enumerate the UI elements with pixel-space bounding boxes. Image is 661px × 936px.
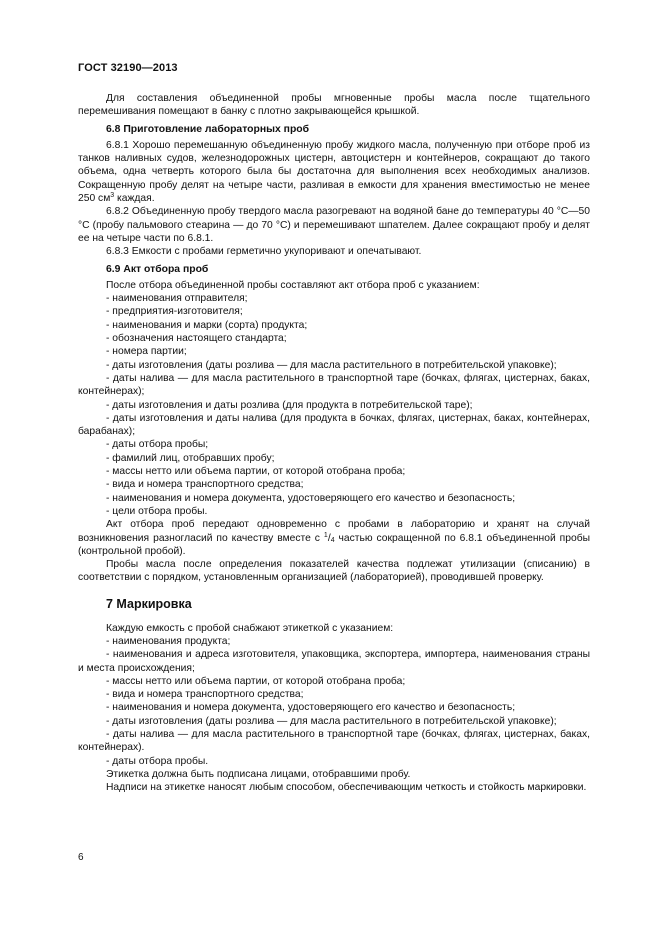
disposal-paragraph: Пробы масла после определения показателей качества подлежат утилизации (списанию) в соответствии с порядком, установленным организацией (лабораторией), проводившей проверку. [78, 559, 590, 584]
act-transfer-text: Акт отбора проб передают одновременно с пробами в лабораторию и хранят на случай возникновения разногласий по качеству вместе с [78, 519, 590, 544]
fraction-denominator: 4 [330, 536, 335, 544]
list-item: - наименования отправителя; [106, 293, 248, 305]
clause-6-8-2: 6.8.2 Объединенную пробу твердого масла разогревают на водяной бане до температуры 40 °С—50 °С (пробу пальмового стеарина — до 70 °С) и перемешивают шпателем. Далее сокращают пробу и делят ее на четыре части по 6.8.1. [78, 206, 590, 244]
label-signature-paragraph: Этикетка должна быть подписана лицами, отобравшими пробу. [106, 768, 411, 780]
section-7-heading: 7 Маркировка [106, 596, 192, 611]
page-body [78, 92, 590, 795]
section-6-8-heading: 6.8 Приготовление лабораторных проб [106, 123, 310, 135]
standard-designation: ГОСТ 32190—2013 [78, 62, 178, 74]
cubic-superscript: 3 [110, 192, 115, 200]
list-item: - даты отбора пробы; [106, 439, 209, 451]
list-item: - наименования и номера документа, удостоверяющего его качество и безопасность; [106, 702, 516, 714]
act-transfer-tail: частью сокращенной по 6.8.1 объединенной пробы (контрольной пробой). [78, 532, 590, 557]
list-item: - даты изготовления и даты налива (для продукта в бочках, флягах, цистернах, баках, контейнерах, барабанах); [78, 412, 590, 438]
list-item: - наименования и марки (сорта) продукта; [106, 319, 308, 331]
fraction-separator: / [327, 532, 331, 544]
list-item: - наименования и адреса изготовителя, упаковщика, экспортера, импортера, наименования страны и места происхождения; [78, 649, 590, 674]
list-item: - массы нетто или объема партии, от которой отобрана проба; [106, 466, 406, 478]
list-item: - номера партии; [106, 346, 187, 358]
list-item: - даты изготовления и даты розлива (для продукта в потребительской таре); [106, 399, 473, 411]
clause-6-8-3: 6.8.3 Емкости с пробами герметично укупоривают и опечатывают. [106, 246, 422, 258]
clause-6-8-1 [78, 139, 590, 205]
list-item: - фамилий лиц, отобравших пробу; [106, 452, 275, 464]
list-item: - обозначения настоящего стандарта; [106, 333, 287, 345]
list-item: - вида и номера транспортного средства; [106, 479, 304, 491]
list-item: - массы нетто или объема партии, от которой отобрана проба; [106, 675, 406, 687]
act-transfer-paragraph [78, 518, 590, 558]
clause-6-8-1-text: 6.8.1 Хорошо перемешанную объединенную пробу жидкого масла, полученную при отборе проб из танков наливных судов, железнодорожных цистерн, автоцистерн и контейнеров, сокращают до такого объема, одна четверть которого была бы достаточна для выполнения всех необходимых анализов. Сокращенную пробу делят на четыре части, разливая в емкости для хранения вместимостью не менее 250 см [78, 139, 590, 205]
label-marking-paragraph: Надписи на этикетке наносят любым способом, обеспечивающим четкость и стойкость маркировки. [106, 782, 587, 794]
list-item: - вида и номера транспортного средства; [106, 689, 304, 701]
intro-paragraph: Для составления объединенной пробы мгновенные пробы масла после тщательного перемешивания помещают в банку с плотно закрывающейся крышкой. [78, 93, 590, 118]
list-item: - даты налива — для масла растительного в транспортной таре (бочках, флягах, цистернах, баках, контейнерах); [78, 372, 590, 398]
act-lead: После отбора объединенной пробы составляют акт отбора проб с указанием: [106, 279, 480, 291]
list-item: - даты налива — для масла растительного в транспортной таре (бочках, флягах, цистернах, баках, контейнерах). [78, 729, 590, 754]
list-item: - даты изготовления (даты розлива — для масла растительного в потребительской упаковке); [106, 715, 557, 727]
marking-lead: Каждую емкость с пробой снабжают этикеткой с указанием: [106, 622, 394, 634]
list-item: - цели отбора пробы. [106, 505, 208, 517]
list-item: - наименования и номера документа, удостоверяющего его качество и безопасность; [106, 492, 516, 504]
list-item: - даты отбора пробы. [106, 755, 209, 767]
clause-6-8-1-tail: каждая. [114, 193, 155, 205]
page-number: 6 [78, 852, 84, 863]
list-item: - даты изготовления (даты розлива — для масла растительного в потребительской упаковке); [106, 359, 557, 371]
section-6-9-heading: 6.9 Акт отбора проб [106, 263, 209, 275]
fraction-numerator: 1 [323, 531, 328, 539]
list-item: - предприятия-изготовителя; [106, 306, 243, 318]
list-item: - наименования продукта; [106, 635, 231, 647]
